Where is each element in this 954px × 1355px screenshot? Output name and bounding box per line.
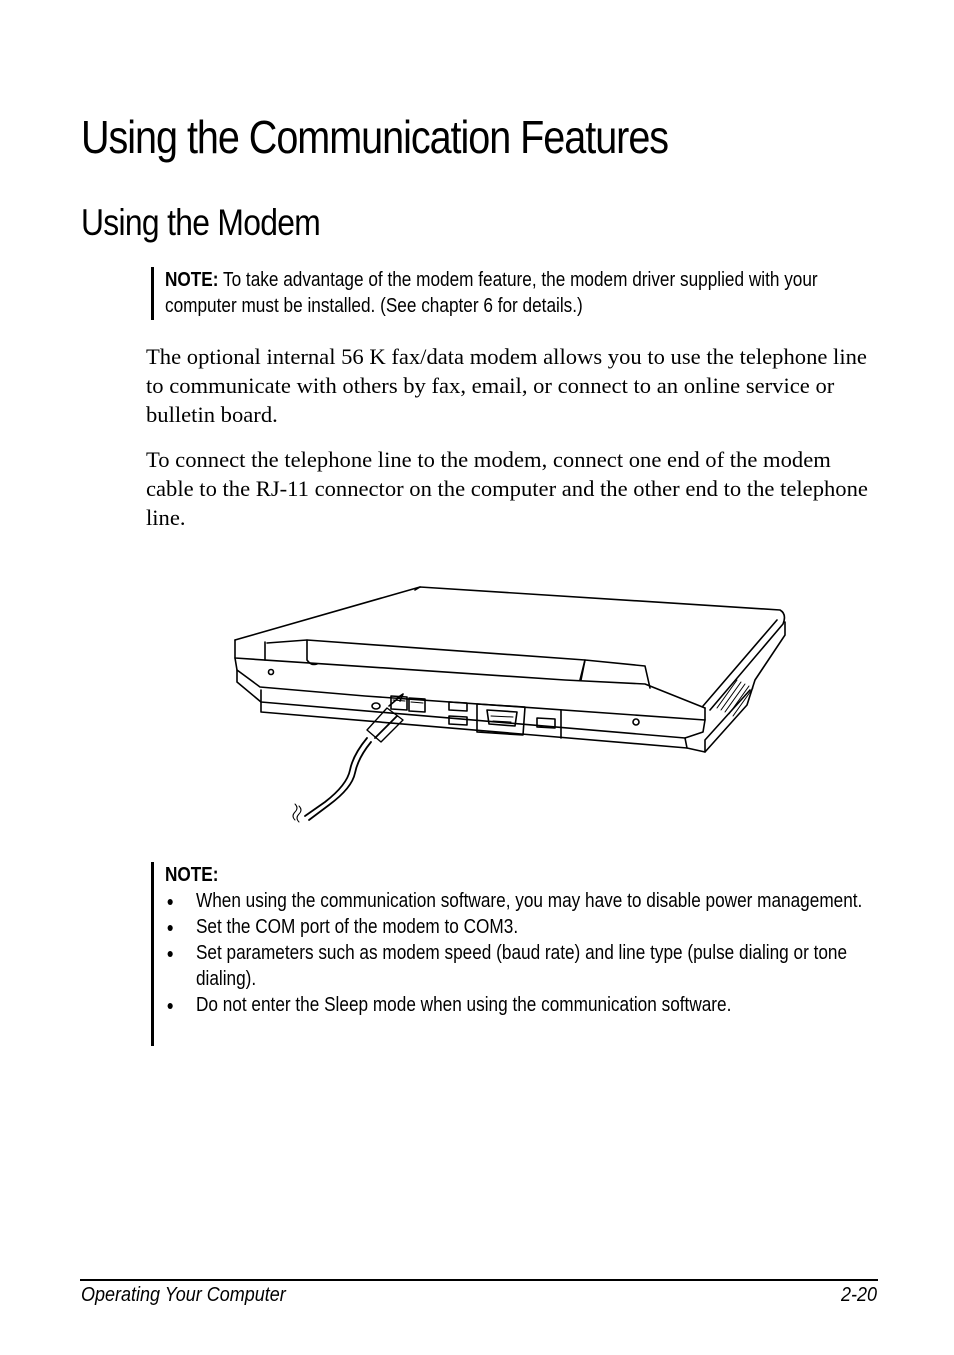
paragraph-modem-intro: The optional internal 56 K fax/data modem allows you to use the telephone line to communicate with others by fax, email, or connect to an online service or bulletin board. (146, 344, 867, 427)
list-item: Set parameters such as modem speed (baud rate) and line type (pulse dialing or tone dialing). (165, 940, 879, 992)
note-tips-list (165, 888, 879, 1018)
note-text: To take advantage of the modem feature, the modem driver supplied with your computer must be installed. (See chapter 6 for details.) (165, 269, 818, 317)
footer-divider (80, 1279, 878, 1281)
paragraph-modem-connect: To connect the telephone line to the modem, connect one end of the modem cable to the RJ-11 connector on the computer and the other end to the telephone line. (146, 447, 868, 530)
note-driver (151, 267, 954, 320)
laptop-rj11-illustration (225, 580, 795, 825)
list-item: Set the COM port of the modem to COM3. (165, 914, 879, 940)
bullet-icon (168, 1003, 173, 1009)
list-item: Do not enter the Sleep mode when using the communication software. (165, 992, 879, 1018)
note-label: NOTE: (165, 269, 219, 291)
page-title: Using the Communication Features (81, 111, 669, 163)
note-label: NOTE: (165, 864, 219, 886)
bullet-icon (168, 899, 173, 905)
bullet-icon (168, 951, 173, 957)
section-title: Using the Modem (81, 202, 321, 243)
bullet-icon (168, 925, 173, 931)
footer-chapter: Operating Your Computer (81, 1284, 286, 1306)
footer-page-number: 2-20 (840, 1284, 877, 1306)
list-item: When using the communication software, you may have to disable power management. (165, 888, 879, 914)
note-modem-tips (151, 862, 954, 1046)
